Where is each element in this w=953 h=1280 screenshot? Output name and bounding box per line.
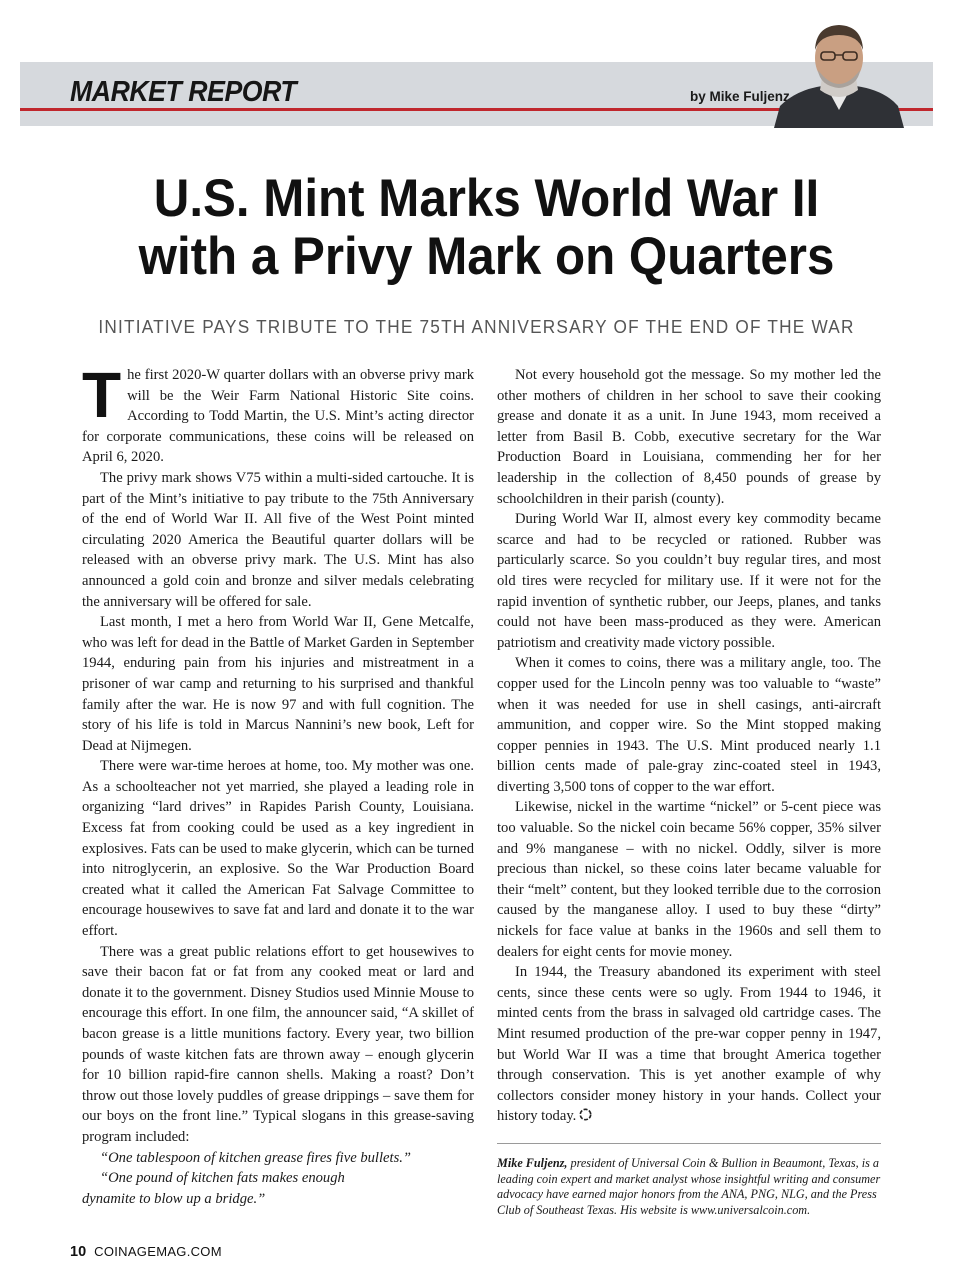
paragraph: The privy mark shows V75 within a multi-sided cartouche. It is part of the Mint’s initiative to pay tribute to the 75th Anniversary of the end of World War II. All five of the West Point minted circulating 2020 America the Beautiful quarter dollars will be released with an obverse privy mark. The U.S. Mint has also announced a gold coin and bronze and silver medals celebrating the anniversary will be offered for sale. <box>82 469 474 610</box>
bio-divider <box>497 1143 881 1144</box>
author-bio <box>497 1156 881 1218</box>
paragraph: There was a great public relations effort to get housewives to save their bacon fat or fat from any cooked meat or lard and donate it to the government. Disney Studios used Minnie Mouse to encourage this effort. In one film, the announcer said, “A skillet of bacon grease is a little munitions factory. Every year, two billion pounds of waste kitchen fats are thrown away – enough glycerin for 10 billion rapid-fire cannon shells. Making a roast? Don’t throw out those lovely puddles of grease drippings – save them for our boys on the front line.” Typical slogans in this grease-saving program included: <box>82 943 474 1145</box>
paragraph: There were war-time heroes at home, too. My mother was one. As a schoolteacher not yet married, she played a leading role in organizing “lard drives” in Rapides Parish County, Louisiana. Excess fat from cooking could be used as a key ingredient in explosives. Fats can be used to make glycerin, which can be turned into nitroglycerin, an explosive. So the War Production Board created what it called the American Fat Salvage Committee to encourage housewives to save fat and lard and donate it to the war effort. <box>82 758 474 940</box>
paragraph: During World War II, almost every key commodity became scarce and had to be recycled or rationed. Rubber was particularly scarce. So you couldn’t buy regular tires, and most old tires were recycled for military use. If it were not for the rapid invention of synthetic rubber, our Jeeps, planes, and tanks could not have been mass-produced as they were. American patriotism and creativity made victory possible. <box>497 511 881 651</box>
slogan-quote-continued: dynamite to blow up a bridge.” <box>82 1190 266 1207</box>
deck-subtitle: INITIATIVE PAYS TRIBUTE TO THE 75TH ANNIVERSARY OF THE END OF THE WAR <box>98 316 855 337</box>
section-label: MARKET REPORT <box>70 76 297 108</box>
headline-line-1: U.S. Mint Marks World War II <box>153 169 820 228</box>
author-bio-name: Mike Fuljenz, <box>497 1155 568 1170</box>
right-column <box>497 365 881 1218</box>
footer-site: COINAGEMAG.COM <box>94 1244 222 1259</box>
left-column <box>82 359 474 1209</box>
page-number: 10 <box>70 1244 87 1260</box>
paragraph: Likewise, nickel in the wartime “nickel” or 5-cent piece was too valuable. So the nickel coin became 56% copper, 35% silver and 9% manganese – with no nickel. Oddly, silver is more precious than nickel, so these coins later became valuable for their “melt” content, but they looked terrible due to the corrosion caused by the manganese alloy. I used to buy these “dirty” nickels for face value at banks in the 1960s and sell them to dealers for eight cents for movie money. <box>497 799 881 960</box>
slogan-quote: “One tablespoon of kitchen grease fires five bullets.” <box>100 1149 412 1166</box>
author-portrait <box>774 20 904 128</box>
byline: by Mike Fuljenz <box>690 89 790 104</box>
paragraph-final-text: In 1944, the Treasury abandoned its experiment with steel cents, since these cents were so ugly. From 1944 to 1946, it minted cents from the brass in salvaged old cartridge cases. The Mint resumed production of the pre-war copper penny in 1947, but World War II was a time that brought America together through conservation. This is yet another example of why collectors consider money history in your hands. Collect your history today. <box>497 964 881 1125</box>
author-portrait-icon <box>774 20 904 128</box>
paragraph: Not every household got the message. So my mother led the other mothers of children in her school to save their cooking grease and donate it as a unit. In June 1943, mom received a letter from Basil B. Cobb, executive secretary for the War Production Board in Louisiana, commending her for her leadership in the collection of 8,450 pounds of grease by schoolchildren in their parish (county). <box>497 367 881 507</box>
paragraph: When it comes to coins, there was a military angle, too. The copper used for the Lincoln penny was too valuable to “waste” when it was needed for use in shell casings, anti-aircraft ammunition, and copper wire. So the Mint stopped making copper pennies in 1943. The U.S. Mint produced nearly 1.1 billion cents made of pale-gray zinc-coated steel in 1943, diverting 3,500 tons of copper to the war effort. <box>497 655 881 795</box>
paragraph: The first 2020-W quarter dollars with an obverse privy mark will be the Weir Farm National Historic Site coins. According to Todd Martin, the U.S. Mint’s acting director for corporate communications, these coins will be released on April 6, 2020. <box>82 359 474 466</box>
paragraph-final <box>497 962 881 1127</box>
headline-line-2: with a Privy Mark on Quarters <box>138 227 835 286</box>
slogan-quote: “One pound of kitchen fats makes enough <box>100 1170 345 1187</box>
author-bio-text: president of Universal Coin & Bullion in Beaumont, Texas, is a leading coin expert and market analyst whose insightful writing and consumer advocacy have earned major honors from the ANA, PNG, NLG, and the Press Club of Southeast Texas. His website is www.universalcoin.com. <box>497 1155 881 1217</box>
paragraph: Last month, I met a hero from World War II, Gene Metcalfe, who was left for dead in the Battle of Market Garden in September 1944, enduring pain from his injuries and mistreatment in a prisoner of war camp and returning to his surprised and thankful family after the war. He is now 97 and with full cognition. The story of his life is told in Marcus Nannini’s new book, Left for Dead at Nijmegen. <box>82 614 474 754</box>
coin-end-mark-icon <box>579 1108 592 1121</box>
page-footer <box>70 1244 222 1260</box>
headline <box>71 170 901 286</box>
